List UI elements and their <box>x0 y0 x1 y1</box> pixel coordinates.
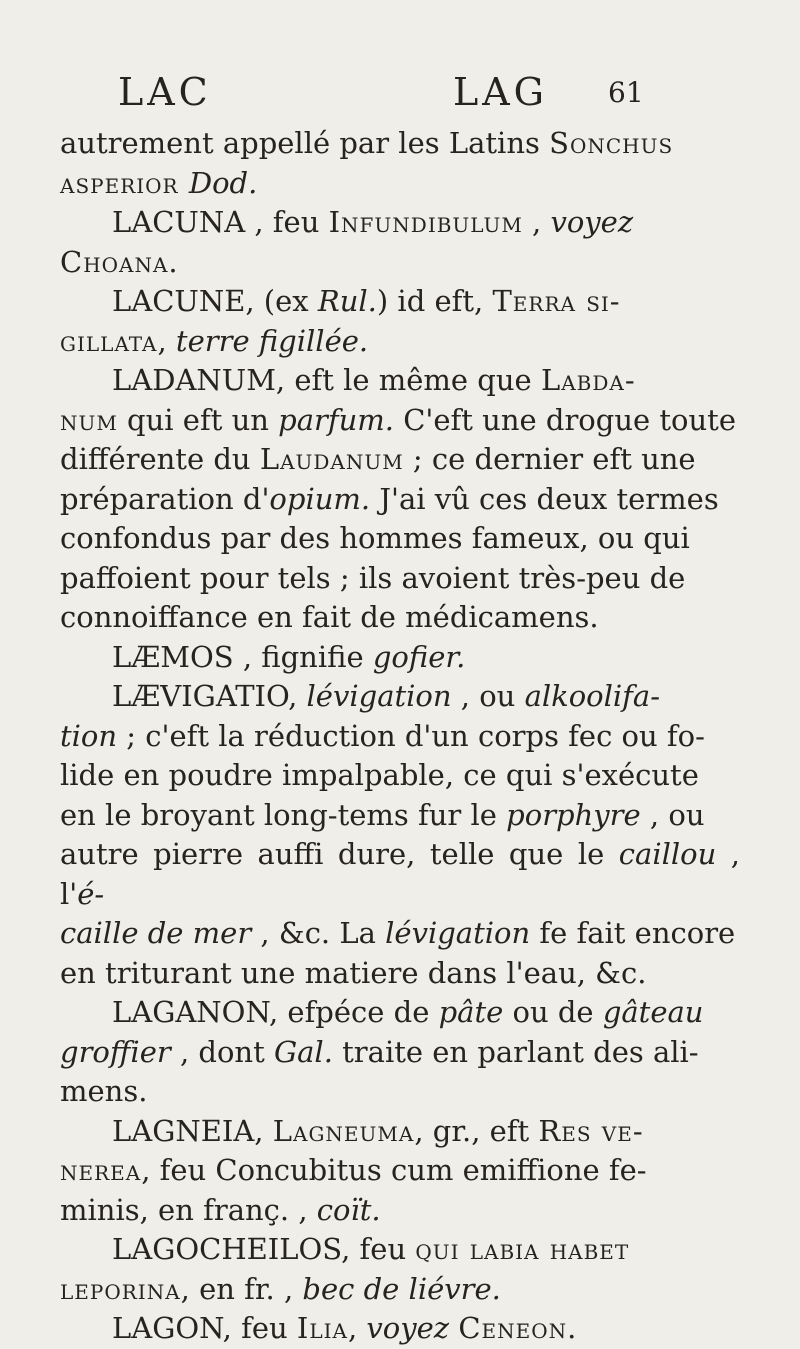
text-segment: paffoient pour tels ; ils avoient très-peu de <box>60 560 686 595</box>
text-segment: autrement appellé par les Latins <box>60 126 550 160</box>
text-line <box>60 717 740 757</box>
text-segment: ) id eft, <box>376 284 493 318</box>
text-line <box>60 440 740 480</box>
italic-text: voyez <box>550 205 634 239</box>
text-line <box>60 124 740 164</box>
small-caps-text: Terra si- <box>492 284 621 318</box>
text-segment: qui eft un <box>117 402 279 437</box>
text-segment: en triturant une matiere dans l'eau, &c. <box>60 955 647 990</box>
small-caps-text: Ceneon. <box>458 1311 578 1345</box>
italic-text: lévigation <box>306 679 452 713</box>
text-segment: LAGOCHEILOS, feu <box>112 1232 416 1266</box>
text-segment: , dont <box>170 1034 274 1069</box>
text-line <box>60 322 740 362</box>
text-line <box>60 638 740 678</box>
text-line <box>60 282 740 322</box>
italic-text: terre figillée. <box>175 323 369 358</box>
italic-text: coït. <box>316 1192 381 1227</box>
text-line <box>60 796 740 836</box>
text-segment: LÆVIGATIO, <box>112 679 307 713</box>
italic-text: voyez <box>366 1311 450 1345</box>
italic-text: lévigation <box>385 916 531 950</box>
small-caps-text: asperior <box>60 165 189 200</box>
text-line <box>60 914 740 954</box>
text-line <box>60 954 740 994</box>
text-segment: , feu Concubitus cum emiffione fe- <box>141 1153 647 1187</box>
text-segment: C'eft une drogue toute <box>394 402 736 437</box>
text-line <box>60 559 740 599</box>
text-segment: ; ce dernier eft une <box>403 442 696 476</box>
text-line <box>60 835 740 914</box>
italic-text: alkoolifa- <box>524 679 660 713</box>
text-segment: , en fr. , <box>180 1271 303 1306</box>
text-line <box>60 1033 740 1073</box>
italic-text: tion <box>60 718 118 753</box>
small-caps-text: Sonchus <box>549 126 674 160</box>
running-header <box>118 70 658 122</box>
text-line <box>60 203 740 243</box>
text-line <box>60 1151 740 1191</box>
text-segment: J'ai vû ces deux termes <box>370 481 719 516</box>
text-segment: LACUNA , feu <box>112 205 329 239</box>
text-segment: différente du <box>60 442 260 476</box>
text-segment: ou de <box>503 995 603 1029</box>
text-segment <box>449 1311 458 1345</box>
text-segment: ; c'eft la réduction d'un corps fec ou fo- <box>117 718 705 753</box>
small-caps-text: Ilia <box>296 1311 348 1345</box>
text-line <box>60 1072 740 1112</box>
text-line <box>60 401 740 441</box>
small-caps-text: num <box>60 402 118 437</box>
text-segment: connoiffance en fait de médicamens. <box>60 600 599 634</box>
small-caps-text: Infundibulum <box>328 205 523 239</box>
small-caps-text: qui labia habet <box>415 1232 630 1266</box>
italic-text: parfum. <box>278 402 394 437</box>
text-line <box>60 993 740 1033</box>
text-line <box>60 1191 740 1231</box>
italic-text: caille de mer <box>60 916 252 950</box>
text-segment: , <box>347 1311 367 1345</box>
italic-text: caillou <box>618 837 717 871</box>
text-segment: , ou <box>451 679 525 713</box>
italic-text: porphyre <box>506 797 641 832</box>
text-segment: mens. <box>60 1074 148 1108</box>
small-caps-text: Labda- <box>540 363 636 397</box>
text-segment: lide en poudre impalpable, ce qui s'exécute <box>60 758 699 792</box>
small-caps-text: Res ve- <box>538 1113 644 1148</box>
small-caps-text: Choana. <box>60 244 179 279</box>
text-line <box>60 164 740 204</box>
text-segment: , ou <box>640 797 705 832</box>
italic-text: groffier <box>60 1034 171 1069</box>
small-caps-text: gillata <box>60 323 158 358</box>
small-caps-text: Lagneuma <box>272 1113 415 1148</box>
small-caps-text: nerea <box>60 1153 142 1187</box>
text-line <box>60 361 740 401</box>
italic-text: opium. <box>269 481 371 516</box>
italic-text: pâte <box>438 995 504 1029</box>
text-line <box>60 677 740 717</box>
header-right-word: LAG <box>453 70 549 114</box>
italic-text: é- <box>77 876 105 911</box>
text-segment: fe fait encore <box>530 916 736 950</box>
text-segment: confondus par des hommes fameux, ou qui <box>60 521 690 555</box>
text-segment: minis, en franç. , <box>60 1192 317 1227</box>
text-line <box>60 756 740 796</box>
text-line <box>60 519 740 559</box>
italic-text: gofier. <box>372 639 466 674</box>
text-segment: LADANUM, eft le même que <box>112 363 541 397</box>
text-line <box>60 598 740 638</box>
text-segment: , l' <box>60 837 741 911</box>
text-segment: LACUNE, (ex <box>112 284 318 318</box>
text-line <box>60 480 740 520</box>
text-segment: LAGON, feu <box>112 1311 297 1345</box>
text-segment: , <box>522 205 551 239</box>
text-segment: en le broyant long-tems fur le <box>60 797 507 832</box>
text-line <box>60 1270 740 1310</box>
header-left-word: LAC <box>118 70 212 114</box>
text-line <box>60 1112 740 1152</box>
italic-text: gâteau <box>602 995 704 1029</box>
dictionary-entries <box>60 124 740 1349</box>
text-segment: LAGANON, efpéce de <box>112 995 439 1029</box>
text-segment: , <box>157 323 176 358</box>
text-segment: préparation d' <box>60 481 270 516</box>
text-segment: LAGNEIA, <box>112 1113 273 1148</box>
italic-text: Dod. <box>188 165 258 200</box>
text-segment: autre pierre auffi dure, telle que le <box>60 837 619 871</box>
text-segment: LÆMOS , fignifie <box>112 639 373 674</box>
text-segment: traite en parlant des ali- <box>332 1034 699 1069</box>
small-caps-text: Laudanum <box>259 442 404 476</box>
text-segment: , gr., eft <box>414 1113 539 1148</box>
page-number: 61 <box>608 76 644 109</box>
italic-text: bec de liévre. <box>302 1271 501 1306</box>
text-line <box>60 1230 740 1270</box>
italic-text: Gal. <box>273 1034 333 1069</box>
text-segment: , &c. La <box>251 916 386 950</box>
text-line <box>60 243 740 283</box>
small-caps-text: leporina <box>60 1271 181 1306</box>
italic-text: Rul. <box>317 284 377 318</box>
